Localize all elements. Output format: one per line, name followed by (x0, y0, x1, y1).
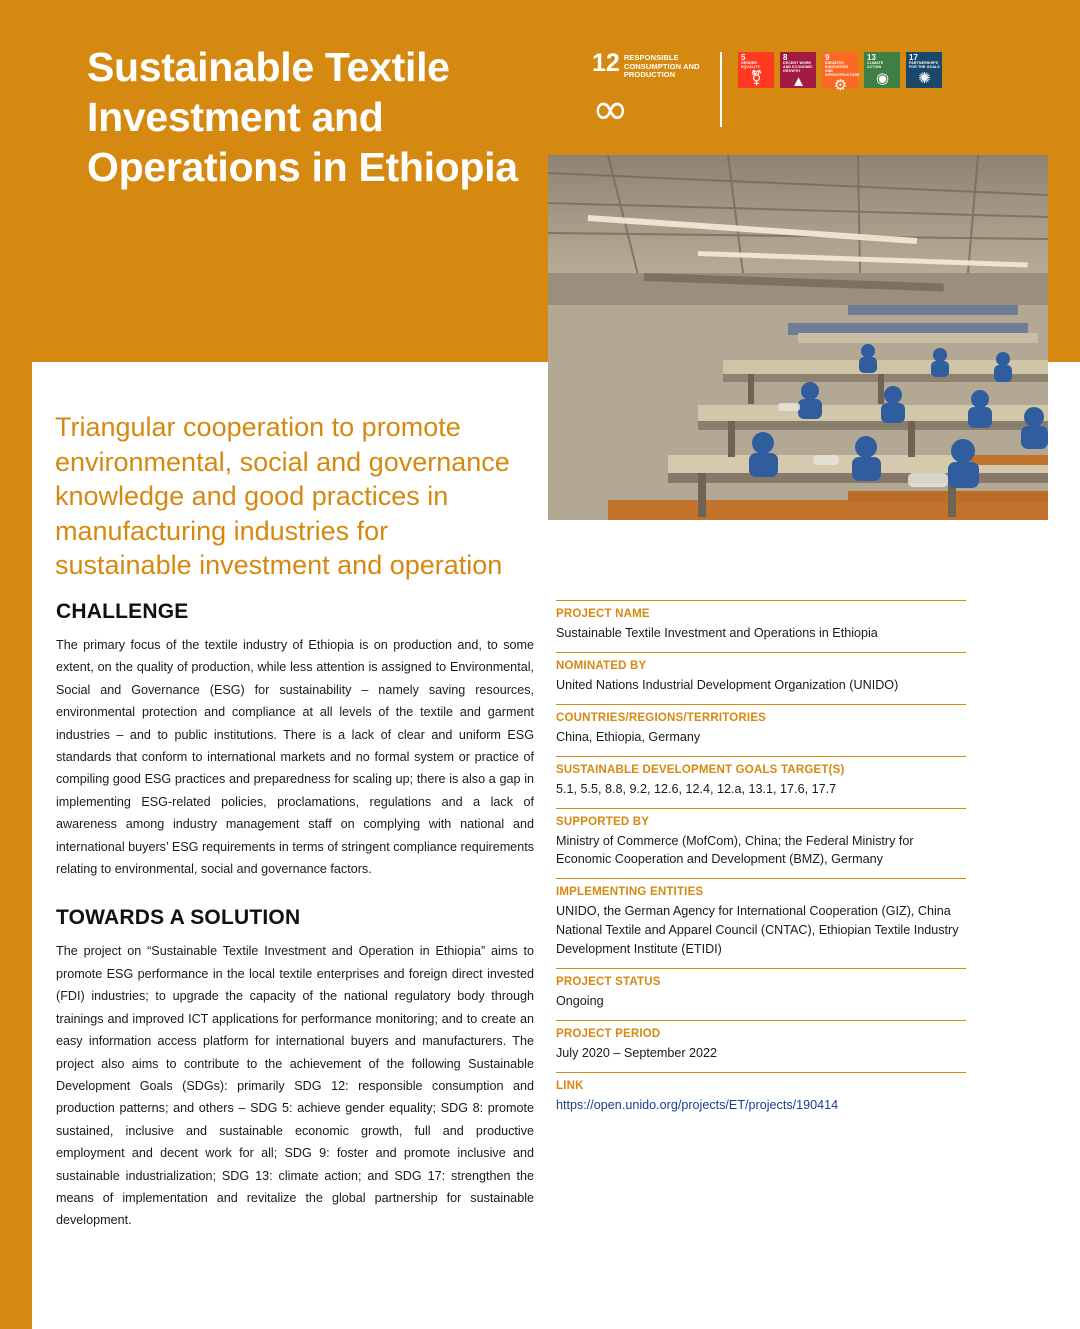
left-orange-spine (0, 0, 32, 1329)
partnership-icon: ✺ (918, 70, 931, 88)
sdg-primary-label: RESPONSIBLE CONSUMPTION AND PRODUCTION (623, 53, 700, 80)
climate-eye-icon: ◉ (875, 70, 890, 88)
sdg-badge-17-label: PARTNERSHIPS FOR THE GOALS (909, 61, 940, 69)
sdg-badge-9-number: 9 (825, 53, 830, 62)
sdg-badge-13-number: 13 (867, 53, 876, 62)
fact-row-countries (556, 704, 966, 756)
fact-label: SUPPORTED BY (556, 815, 650, 828)
sdg-badge-5 (738, 52, 774, 88)
fact-label: PROJECT NAME (556, 608, 650, 620)
sdg-badge-9 (822, 52, 860, 94)
sdg-badge-8-label: DECENT WORK AND ECONOMIC GROWTH (783, 61, 813, 73)
subtitle: Triangular cooperation to promote environmental, social and governance knowledge and good practices in manufacturing industries for sustainable investment and operation (55, 412, 510, 581)
sdg-badge-9-label: INDUSTRY, INNOVATION AND INFRASTRUCTURE (825, 61, 860, 77)
fact-value: Ongoing (556, 994, 604, 1009)
fact-label: LINK (556, 1079, 584, 1092)
section-text-solution: The project on “Sustainable Textile Investment and Operation in Ethiopia” aims to promote ESG performance in the local textile enterprises and foreign direct invested (FDI) industries; to upgrade the capacity of the national regulatory body through trainings and improved ICT applications for performance monitoring; and to create an easy information access platform for international buyers and manufacturers. The project also aims to contribute to the achievement of the following Sustainable Development Goals (SDGs): primarily SDG 12: responsible consumption and production patterns; and others – SDG 5: achieve gender equality; SDG 8: promote sustained, inclusive and sustainable economic growth, full and productive employment and decent work for all; SDG 9: foster and promote inclusive and sustainable industrialization; SDG 13: climate action; and SDG 17: strengthen the means of implementation and revitalize the global partnership for sustainable development. (56, 944, 534, 1228)
project-link[interactable]: https://open.unido.org/projects/ET/projects/190414 (556, 1097, 839, 1112)
fact-value: July 2020 – September 2022 (556, 1045, 718, 1060)
sdg-secondary-badges (722, 52, 942, 94)
fact-row-nominated-by (556, 652, 966, 704)
fact-row-project-status (556, 968, 966, 1020)
fact-label: NOMINATED BY (556, 659, 647, 672)
sdg-badge-5-number: 5 (741, 53, 746, 62)
sdg-badge-8-number: 8 (783, 53, 788, 62)
fact-row-sdg-targets (556, 756, 966, 808)
fact-row-link (556, 1072, 966, 1124)
article-body (56, 600, 534, 1232)
growth-chart-icon: ▲ (791, 72, 806, 90)
section-heading-solution: TOWARDS A SOLUTION (56, 906, 301, 930)
fact-value: 5.1, 5.5, 8.8, 9.2, 12.6, 12.4, 12.a, 13.1, 17.6, 17.7 (556, 781, 837, 796)
fact-label: PROJECT PERIOD (556, 1027, 661, 1040)
fact-row-supported-by (556, 808, 966, 879)
sdg-badge-17-number: 17 (909, 53, 918, 62)
fact-row-implementing-entities (556, 878, 966, 968)
sdg-badge-13-label: CLIMATE ACTION (867, 61, 884, 69)
fact-value: United Nations Industrial Development Organization (UNIDO) (556, 677, 899, 692)
fact-label: COUNTRIES/REGIONS/TERRITORIES (556, 711, 767, 724)
fact-value: Sustainable Textile Investment and Operations in Ethiopia (556, 626, 878, 640)
sdg-primary-badge (592, 49, 722, 135)
sdg-badge-8 (780, 52, 816, 88)
sdg-badge-5-label: GENDER EQUALITY (741, 61, 760, 69)
sdg-badge-17 (906, 52, 942, 88)
fact-value: China, Ethiopia, Germany (556, 729, 701, 744)
page-title: Sustainable Textile Investment and Operations in Ethiopia (87, 44, 518, 191)
project-fact-sheet (556, 600, 966, 1124)
fact-row-project-period (556, 1020, 966, 1072)
sdg-primary-number: 12 (592, 49, 620, 77)
sdg-badge-13 (864, 52, 900, 88)
industry-icon: ⚙ (833, 76, 848, 94)
fact-label: SUSTAINABLE DEVELOPMENT GOALS TARGET(S) (556, 763, 845, 776)
infinity-icon: ∞ (592, 83, 629, 135)
section-heading-challenge: CHALLENGE (56, 600, 189, 623)
fact-value: UNIDO, the German Agency for International Cooperation (GIZ), China National Textile and Apparel Council (CNTAC), Ethiopian Textile Industry Development Institute (ETIDI) (556, 904, 959, 957)
fact-label: PROJECT STATUS (556, 976, 661, 989)
fact-row-project-name (556, 600, 966, 652)
gender-equality-icon: ⚧ (750, 70, 763, 88)
factory-photo (548, 155, 1048, 520)
fact-label: IMPLEMENTING ENTITIES (556, 886, 704, 899)
sdg-badge-row (592, 49, 942, 135)
fact-value: Ministry of Commerce (MofCom), China; the Federal Ministry for Economic Cooperation and Development (BMZ), Germany (556, 833, 914, 867)
section-text-challenge: The primary focus of the textile industry of Ethiopia is on production and, to some extent, on the quality of production, while less attention is assigned to Environmental, Social and Governance (ESG) for sustainability – namely saving resources, environmental protection and compliance at all levels of the textile and garment industries – and to public institutions. There is a lack of clear and uniform ESG standards that conform to international markets and no formal system or practice of compiling good ESG practices and preparedness for scaling up; there is also a gap in implementing ESG-related policies, proclamations, regulations and a lack of awareness among industry management staff on complying with national and international buyers’ ESG requirements in terms of stringent compliance requirements relating to environmental, social and governance factors. (56, 638, 534, 877)
